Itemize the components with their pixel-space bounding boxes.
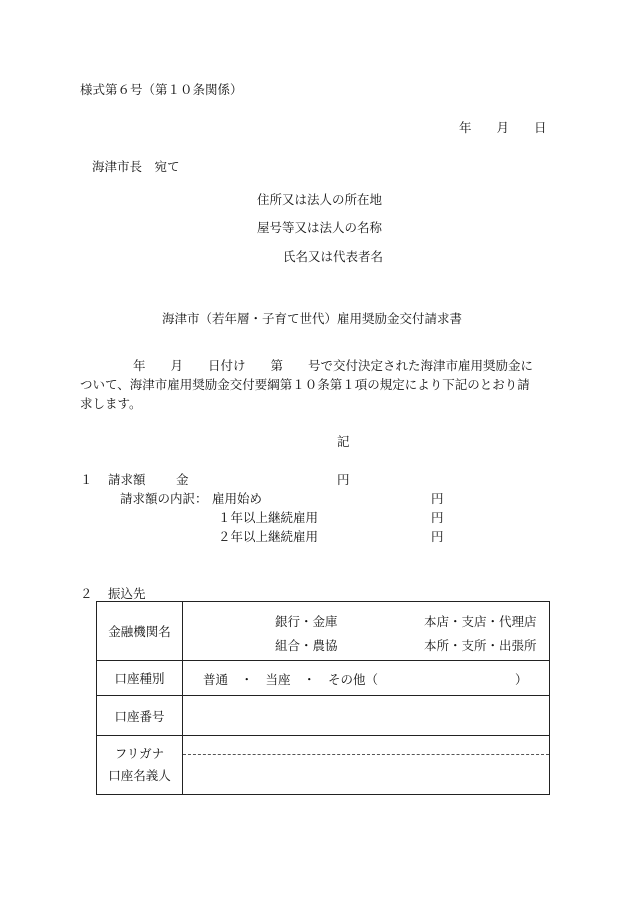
furigana-divider	[183, 754, 549, 755]
breakdown-item-3-yen: 円	[431, 529, 444, 544]
branch-types-2: 本所・支所・出張所	[424, 638, 537, 653]
applicant-address-label: 住所又は法人の所在地	[257, 192, 383, 207]
breakdown-item-2: １年以上継続雇用	[218, 510, 319, 525]
bank-types-1: 銀行・金庫	[275, 614, 338, 629]
body-line-2: ついて、海津市雇用奨励金交付要綱第１０条第１項の規定により下記のとおり請	[80, 377, 530, 392]
account-number-row	[97, 696, 550, 736]
item1-label: 請求額	[108, 472, 146, 487]
applicant-name-label: 屋号等又は法人の名称	[257, 220, 383, 235]
breakdown-label: 請求額の内訳：	[120, 491, 208, 506]
holder-label-cell	[97, 736, 183, 795]
item1-kin: 金	[176, 472, 189, 487]
branch-types-1: 本店・支店・代理店	[424, 614, 537, 629]
document-title: 海津市（若年層・子育て世代）雇用奨励金交付請求書	[162, 311, 463, 326]
account-type-row	[97, 661, 550, 696]
item2-number: ２	[80, 586, 93, 601]
date-line: 年 月 日	[459, 120, 547, 135]
addressee: 海津市長 宛て	[92, 159, 180, 174]
item1-yen: 円	[337, 472, 350, 487]
holder-row	[97, 736, 550, 795]
holder-cell[interactable]	[183, 736, 550, 795]
form-number: 様式第６号（第１０条関係）	[80, 82, 243, 97]
institution-row	[97, 602, 550, 661]
item2-label: 振込先	[108, 586, 146, 601]
body-line-1: 年 月 日付け 第 号で交付決定された海津市雇用奨励金に	[133, 358, 534, 373]
institution-cell[interactable]	[183, 602, 550, 661]
applicant-representative-label: 氏名又は代表者名	[283, 249, 384, 264]
ki-heading: 記	[337, 434, 350, 449]
body-line-3: 求します。	[80, 396, 142, 411]
account-type-options: 普通 ・ 当座 ・ その他（	[203, 672, 379, 687]
account-number-label: 口座番号	[97, 696, 183, 736]
account-type-close: ）	[515, 672, 528, 687]
breakdown-item-1: 雇用始め	[212, 491, 263, 506]
bank-types-2: 組合・農協	[275, 638, 338, 653]
furigana-label: フリガナ	[114, 746, 165, 761]
bank-account-table	[96, 601, 550, 795]
breakdown-item-3: ２年以上継続雇用	[218, 529, 319, 544]
account-type-label: 口座種別	[97, 661, 183, 696]
item1-number: １	[80, 472, 93, 487]
institution-label: 金融機関名	[97, 602, 183, 661]
holder-label: 口座名義人	[108, 768, 171, 783]
account-type-cell[interactable]	[183, 661, 550, 696]
breakdown-item-2-yen: 円	[431, 510, 444, 525]
account-number-cell[interactable]	[183, 696, 550, 736]
breakdown-item-1-yen: 円	[431, 491, 444, 506]
